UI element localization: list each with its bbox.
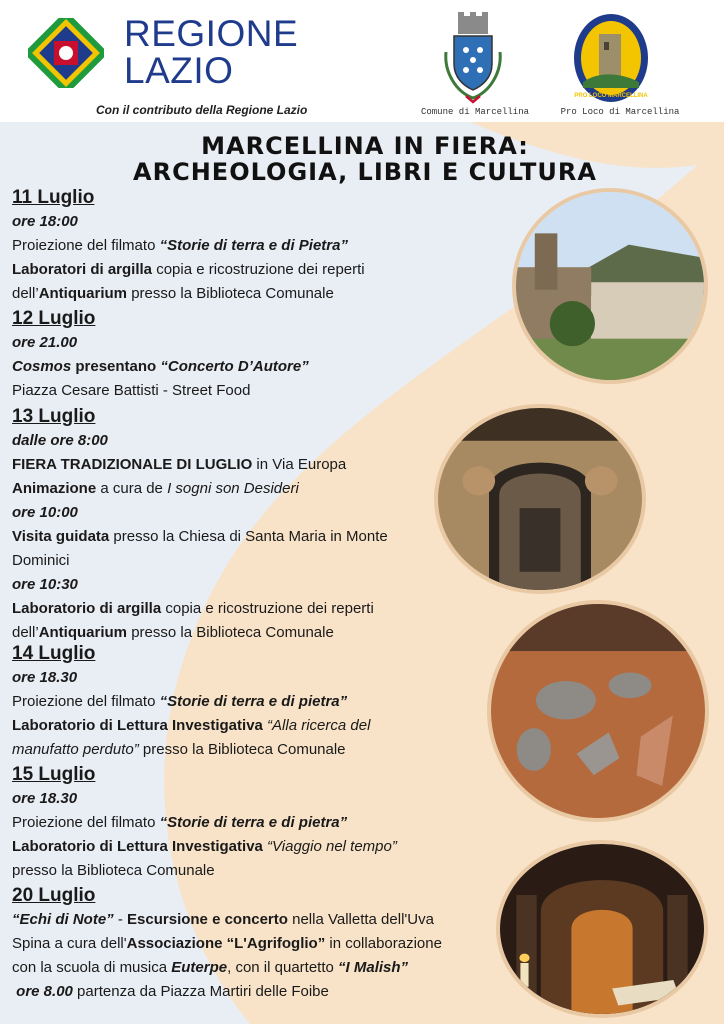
header-bar xyxy=(0,0,724,122)
poster-title xyxy=(60,133,670,185)
event-day: 14 Luglio xyxy=(12,643,96,664)
region-line1: REGIONE xyxy=(124,13,299,54)
event-day: 11 Luglio xyxy=(12,187,95,208)
event-line: Laboratorio di Lettura Investigativa “Viaggio nel tempo” xyxy=(12,838,397,855)
proloco-caption: Pro Loco di Marcellina xyxy=(560,107,680,117)
event-line: Laboratori di argilla copia e ricostruzione dei reperti xyxy=(12,261,365,278)
event-time: ore 21.00 xyxy=(12,334,78,351)
event-line: Dominici xyxy=(12,552,70,569)
event-block-12-luglio xyxy=(12,307,309,403)
event-line: dell’Antiquarium presso la Biblioteca Comunale xyxy=(12,624,334,641)
event-line: manufatto perduto” presso la Biblioteca Comunale xyxy=(12,741,346,758)
event-block-14-luglio xyxy=(12,642,370,762)
event-block-13-luglio xyxy=(12,405,388,645)
event-line: Visita guidata presso la Chiesa di Santa Maria in Monte xyxy=(12,528,388,545)
event-time: ore 18:00 xyxy=(12,213,78,230)
photo-clay-workshop xyxy=(487,600,709,822)
title-line1: MARCELLINA IN FIERA: xyxy=(201,132,529,160)
event-time: ore 10:00 xyxy=(12,504,78,521)
event-line: Proiezione del filmato “Storie di terra e di Pietra” xyxy=(12,237,348,254)
event-line: Piazza Cesare Battisti - Street Food xyxy=(12,382,251,399)
event-line: Cosmos presentano “Concerto D’Autore” xyxy=(12,358,309,375)
region-line2: LAZIO xyxy=(124,50,234,91)
event-line: Animazione a cura de I sogni son Desideri xyxy=(12,480,299,497)
comune-caption: Comune di Marcellina xyxy=(420,107,530,117)
regione-lazio-logo-icon xyxy=(28,18,104,88)
regione-lazio-wordmark xyxy=(124,15,298,89)
event-line: Spina a cura dell'Associazione “L'Agrifoglio” in collaborazione xyxy=(12,935,442,952)
photo-candlelit-cave xyxy=(496,840,708,1018)
event-time: ore 18.30 xyxy=(12,669,78,686)
proloco-marcellina-logo-icon xyxy=(571,12,651,104)
photo-church-interior xyxy=(434,404,646,594)
event-block-11-luglio xyxy=(12,186,365,306)
event-block-15-luglio xyxy=(12,763,397,883)
event-day: 12 Luglio xyxy=(12,308,96,329)
event-line: dell’Antiquarium presso la Biblioteca Comunale xyxy=(12,285,334,302)
event-line: “Echi di Note” - Escursione e concerto nella Valletta dell'Uva xyxy=(12,911,434,928)
event-day: 15 Luglio xyxy=(12,764,96,785)
contribution-note: Con il contributo della Regione Lazio xyxy=(96,103,308,117)
event-line: presso la Biblioteca Comunale xyxy=(12,862,215,879)
event-line: con la scuola di musica Euterpe, con il quartetto “I Malish” xyxy=(12,959,409,976)
event-line: Laboratorio di argilla copia e ricostruzione dei reperti xyxy=(12,600,374,617)
event-line: ore 8.00 partenza da Piazza Martiri delle Foibe xyxy=(16,983,329,1000)
event-time: ore 10:30 xyxy=(12,576,78,593)
photo-village-church xyxy=(512,188,708,384)
event-day: 13 Luglio xyxy=(12,406,96,427)
event-block-20-luglio xyxy=(12,884,442,1004)
comune-marcellina-crest-icon xyxy=(440,12,506,104)
proloco-ring-text: PRO LOCO MARCELLINA xyxy=(574,93,648,99)
event-line: Proiezione del filmato “Storie di terra e di pietra” xyxy=(12,814,348,831)
event-line: FIERA TRADIZIONALE DI LUGLIO in Via Europa xyxy=(12,456,347,473)
event-time: dalle ore 8:00 xyxy=(12,432,108,449)
event-day: 20 Luglio xyxy=(12,885,96,906)
event-line: Proiezione del filmato “Storie di terra e di pietra” xyxy=(12,693,348,710)
title-line2: ARCHEOLOGIA, LIBRI E CULTURA xyxy=(133,158,597,186)
event-time: ore 18.30 xyxy=(12,790,78,807)
event-line: Laboratorio di Lettura Investigativa “Alla ricerca del xyxy=(12,717,371,734)
